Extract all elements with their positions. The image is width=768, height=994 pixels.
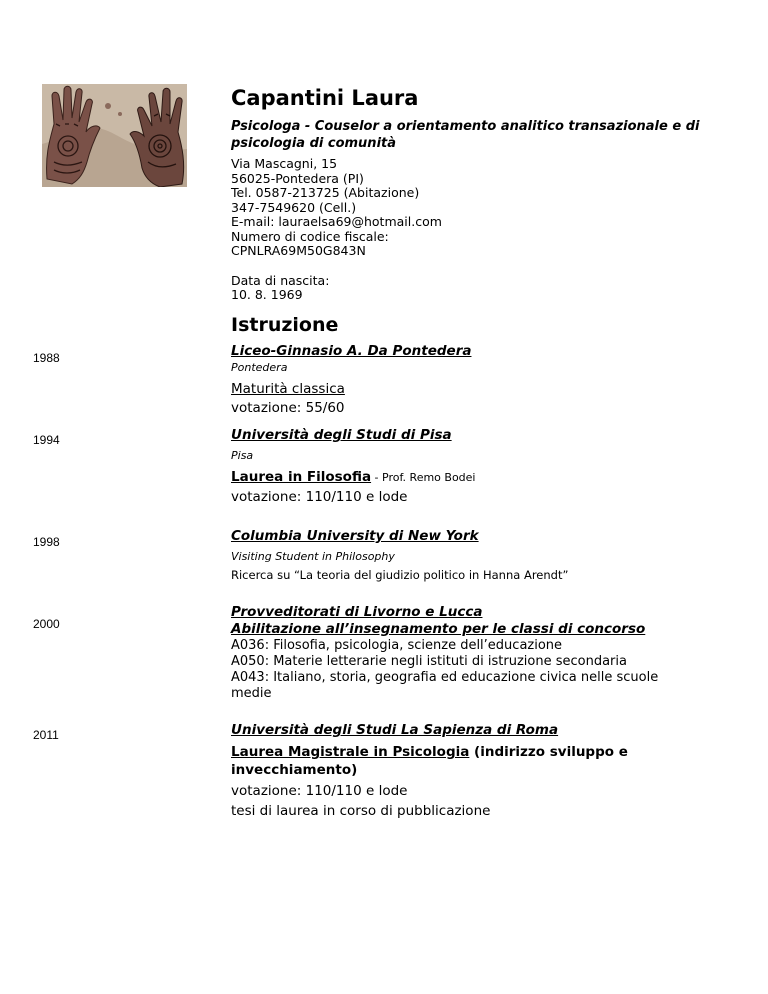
education-entry: [231, 343, 701, 418]
entry-year: 2011: [33, 728, 59, 742]
phone-mobile: 347-7549620 (Cell.): [231, 199, 357, 215]
education-entry: [231, 427, 701, 507]
entry-year: 1994: [33, 433, 60, 447]
competition-class: A043: Italiano, storia, geografia ed educazione civica nelle scuole medie: [231, 670, 659, 701]
education-entry: [231, 722, 701, 821]
institution-name: Liceo-Ginnasio A. Da Pontedera: [231, 343, 472, 359]
degree-supervisor: - Prof. Remo Bodei: [371, 471, 476, 484]
degree-title: Laurea Magistrale in Psicologia: [231, 744, 470, 760]
education-entry: [231, 528, 701, 584]
profession-title: Psicologa - Couselor a orientamento analitico transazionale e di psicologia di comunità: [231, 119, 700, 151]
profile-photo: [42, 84, 187, 187]
qualification-title: Abilitazione all’insegnamento per le classi di concorso: [231, 621, 646, 637]
henna-hands-image: [42, 84, 187, 187]
grade: votazione: 110/110 e lode: [231, 489, 408, 505]
grade: votazione: 110/110 e lode: [231, 783, 408, 799]
address-street: Via Mascagni, 15: [231, 156, 338, 171]
institution-place: Pontedera: [231, 361, 288, 374]
grade: votazione: 55/60: [231, 400, 345, 416]
degree-specialization: (indirizzo sviluppo e invecchiamento): [231, 744, 628, 778]
institution-name: Columbia University di New York: [231, 528, 479, 544]
entry-year: 1998: [33, 535, 60, 549]
institution-name: Università degli Studi La Sapienza di Roma: [231, 722, 559, 738]
institution-place: Pisa: [231, 449, 254, 462]
entry-year: 2000: [33, 617, 60, 631]
degree-title: Maturità classica: [231, 381, 345, 397]
entry-year: 1988: [33, 351, 60, 365]
thesis-note: tesi di laurea in corso di pubblicazione: [231, 803, 491, 819]
education-entry: [231, 604, 701, 702]
tax-code-label: Numero di codice fiscale:: [231, 228, 389, 244]
birth-label: Data di nascita:: [231, 272, 330, 288]
competition-class: A036: Filosofia, psicologia, scienze dell’educazione: [231, 638, 563, 653]
phone-home: Tel. 0587-213725 (Abitazione): [231, 185, 420, 200]
section-title-education: Istruzione: [231, 314, 339, 336]
competition-class: A050: Materie letterarie negli istituti di istruzione secondaria: [231, 654, 627, 669]
profile-header: [231, 84, 701, 303]
address-city: 56025-Pontedera (PI): [231, 170, 364, 186]
tax-code: CPNLRA69M50G843N: [231, 243, 366, 258]
institution-name: Provveditorati di Livorno e Lucca: [231, 604, 483, 620]
degree-title: Laurea in Filosofia: [231, 469, 372, 485]
institution-name: Università degli Studi di Pisa: [231, 427, 452, 443]
person-name: Capantini Laura: [231, 86, 419, 110]
birth-date: 10. 8. 1969: [231, 287, 303, 302]
research-note: Ricerca su “La teoria del giudizio politico in Hanna Arendt”: [231, 568, 569, 582]
email: E-mail: lauraelsa69@hotmail.com: [231, 214, 442, 229]
program-title: Visiting Student in Philosophy: [231, 550, 395, 563]
contact-block: [231, 157, 701, 303]
